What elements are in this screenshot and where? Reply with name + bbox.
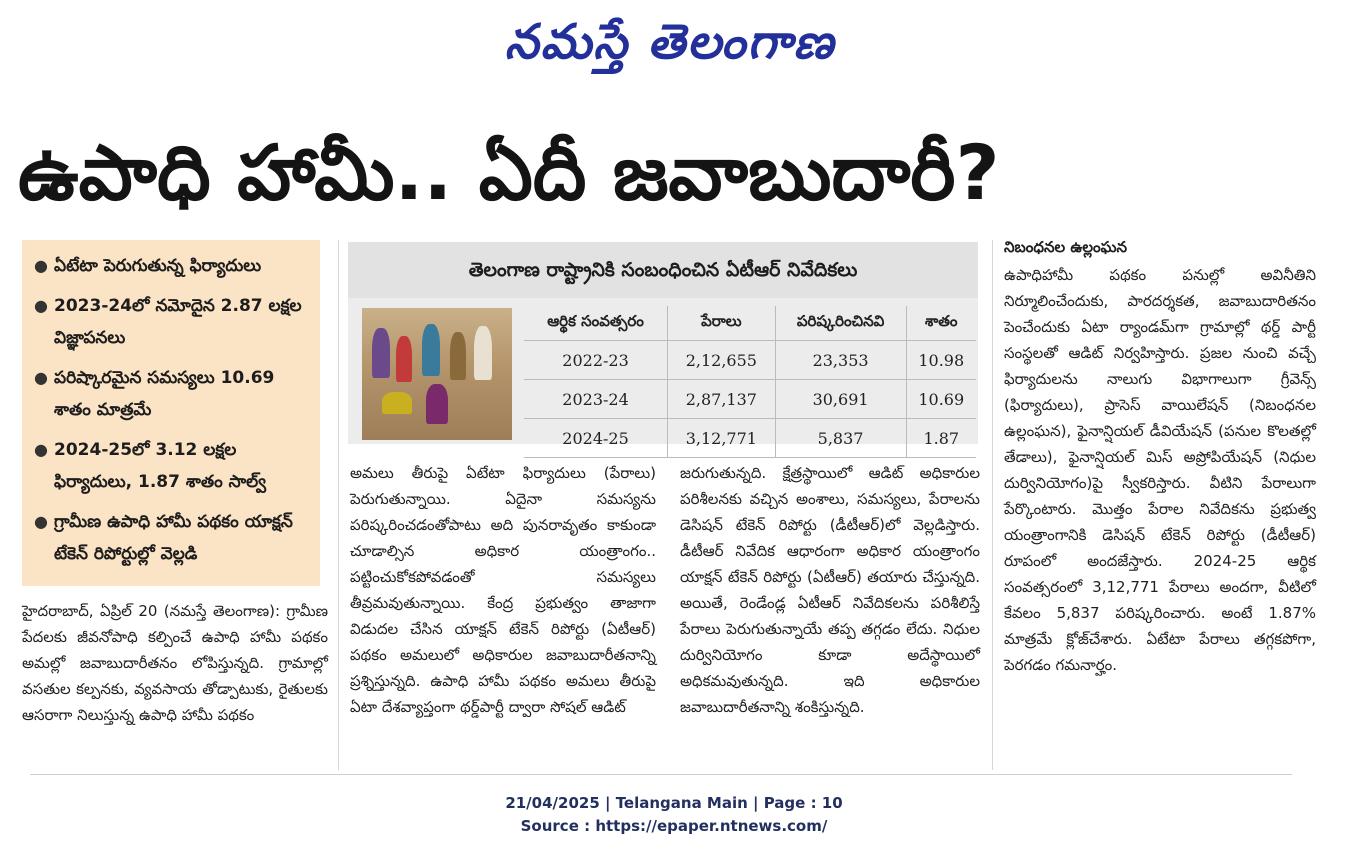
workers-photo (362, 308, 512, 440)
table-cell: 2022-23 (524, 341, 668, 380)
highlight-item: ● 2023-24లో నమోదైన 2.87 లక్షల విజ్ఞాపనలు (32, 290, 310, 354)
article-column-1: హైదరాబాద్, ఏప్రిల్ 20 (నమస్తే తెలంగాణ): గ్రామీణ పేదలకు జీవనోపాధి కల్పించే ఉపాధి హామీ పథకం అమల్లో జవాబుదారీతనం లోపిస్తున్నది. గ్రామాల్లో వసతుల కల్పనకు, వ్యవసాయ తోడ్పాటుకు, రైతులకు ఆసరాగా నిలుస్తున్న ఉపాధి హామీ పథకం (22, 602, 328, 724)
headline: ఉపాధి హామీ.. ఏదీ జవాబుదారీ? (18, 128, 1000, 217)
footer-divider (30, 774, 1292, 775)
table-cell: 30,691 (775, 380, 906, 419)
table-cell: 10.69 (906, 380, 976, 419)
bullet-icon: ● (34, 296, 48, 315)
table-cell: 23,353 (775, 341, 906, 380)
column-header: పరిష్కరించినవి (775, 306, 906, 341)
table-cell: 2,12,655 (668, 341, 776, 380)
table-cell: 2023-24 (524, 380, 668, 419)
article-text: ఉపాధిహామీ పథకం పనుల్లో అవినీతిని నిర్మూలించేందుకు, పారదర్శకత, జవాబుదారితనం పెంచేందుకు ఏటా ర్యాండమ్‌గా గ్రామాల్లో థర్డ్ పార్టీ సంస్థలతో ఆడిట్ నిర్వహిస్తారు. ప్రజల నుంచి వచ్చే ఫిర్యాదులను నాలుగు విభాగాలుగా గ్రీవెన్స్ (ఫిర్యాదులు), ప్రాసెస్ వాయిలేషన్ (నిబంధనల ఉల్లంఘన), ఫైనాన్షియల్ డీవియేషన్ (పనుల కొలతల్లో తేడాలు), ఫైనాన్షియల్ మిస్ అప్రోపియేషన్ (నిధుల దుర్వినియోగం)పై స్వీకరిస్తారు. వీటిని పేరాలుగా పేర్కొంటారు. మొత్తం పేరాల నివేదికను ప్రభుత్వ యంత్రాంగానికి డెసిషన్ టేకెన్ రిపోర్టు (డీటీఆర్) రూపంలో అందజేస్తారు. 2024-25 ఆర్థిక సంవత్సరంలో 3,12,771 పేరాలు అందగా, వీటిలో కేవలం 5,837 పరిష్కరించారు. అంటే 1.87% మాత్రమే క్లోజ్‌చేశారు. ఏటేటా పేరాలు తగ్గకపోగా, పెరగడం గమనార్హం. (1004, 266, 1316, 674)
table-cell: 2024-25 (524, 419, 668, 458)
table-title: తెలంగాణ రాష్ట్రానికి సంబంధించిన ఏటీఆర్ నివేదికలు (348, 242, 978, 298)
highlight-item: ● ఏటేటా పెరుగుతున్న ఫిర్యాదులు (32, 250, 310, 282)
table-cell: 5,837 (775, 419, 906, 458)
footer (0, 792, 1348, 838)
bullet-icon: ● (34, 512, 48, 531)
newspaper-masthead: నమస్తే తెలంగాణ (504, 14, 836, 70)
bullet-icon: ● (34, 440, 48, 459)
section-subhead: నిబంధనల ఉల్లంఘన (1004, 238, 1127, 256)
highlight-item: ● పరిష్కారమైన సమస్యలు 10.69 శాతం మాత్రమే (32, 362, 310, 426)
column-header: శాతం (906, 306, 976, 341)
article-column-2: అమలు తీరుపై ఏటేటా ఫిర్యాదులు (పేరాలు) పెరుగుతున్నాయి. ఏదైనా సమస్యను పరిష్కరించడంతోపాటు అది పునరావృతం కాకుండా చూడాల్సిన అధికార యంత్రాంగం.. పట్టించుకోకపోవడంతో సమస్యలు తీవ్రమవుతున్నాయి. కేంద్ర ప్రభుత్వం తాజాగా విడుదల చేసిన యాక్షన్ టేకెన్ రిపోర్టు (ఏటీఆర్) పథకం అమలులో అధికారుల జవాబుదారీతనాన్ని ప్రశ్నిస్తున్నది. ఉపాధి హామీ పథకం అమలు తీరుపై ఏటా దేశవ్యాప్తంగా థర్డ్‌పార్టీ ద్వారా సోషల్ ఆడిట్ (350, 464, 656, 716)
bullet-icon: ● (34, 368, 48, 387)
column-divider (338, 240, 339, 770)
highlight-item: ● గ్రామీణ ఉపాధి హామీ పథకం యాక్షన్ టేకెన్ రిపోర్టుల్లో వెల్లడి (32, 506, 310, 570)
table-row (524, 341, 976, 380)
table-cell: 1.87 (906, 419, 976, 458)
bullet-icon: ● (34, 256, 48, 275)
highlights-box (22, 240, 320, 586)
table-row (524, 380, 976, 419)
highlight-item: ● 2024-25లో 3.12 లక్షల ఫిర్యాదులు, 1.87 శాతం సాల్వ్ (32, 434, 310, 498)
table-cell: 3,12,771 (668, 419, 776, 458)
article-column-4 (1004, 234, 1316, 678)
edition-info: 21/04/2025 | Telangana Main | Page : 10 (505, 794, 843, 812)
table-cell: 10.98 (906, 341, 976, 380)
atr-table (524, 306, 976, 458)
table-cell: 2,87,137 (668, 380, 776, 419)
atr-table-box (348, 242, 978, 448)
column-header: పేరాలు (668, 306, 776, 341)
table-row (524, 419, 976, 458)
article-column-3: జరుగుతున్నది. క్షేత్రస్థాయిలో ఆడిట్ అధికారుల పరిశీలనకు వచ్చిన అంశాలు, సమస్యలు, పేరాలను డెసిషన్ టేకెన్ రిపోర్టు (డీటీఆర్)లో వెల్లడిస్తారు. డీటీఆర్ నివేదిక ఆధారంగా అధికార యంత్రాంగం యాక్షన్ టేకెన్ రిపోర్టు (ఏటీఆర్) తయారు చేస్తున్నది. అయితే, రెండేండ్ల ఏటీఆర్ నివేదికలను పరిశీలిస్తే పేరాలు పెరుగుతున్నాయే తప్ప తగ్గడం లేదు. నిధుల దుర్వినియోగం కూడా అదేస్థాయిలో అధికమవుతున్నది. ఇది అధికారుల జవాబుదారీతనాన్ని శంకిస్తున్నది. (680, 464, 980, 716)
column-divider (992, 240, 993, 770)
source-link[interactable]: Source : https://epaper.ntnews.com/ (520, 817, 828, 835)
column-header: ఆర్థిక సంవత్సరం (524, 306, 668, 341)
